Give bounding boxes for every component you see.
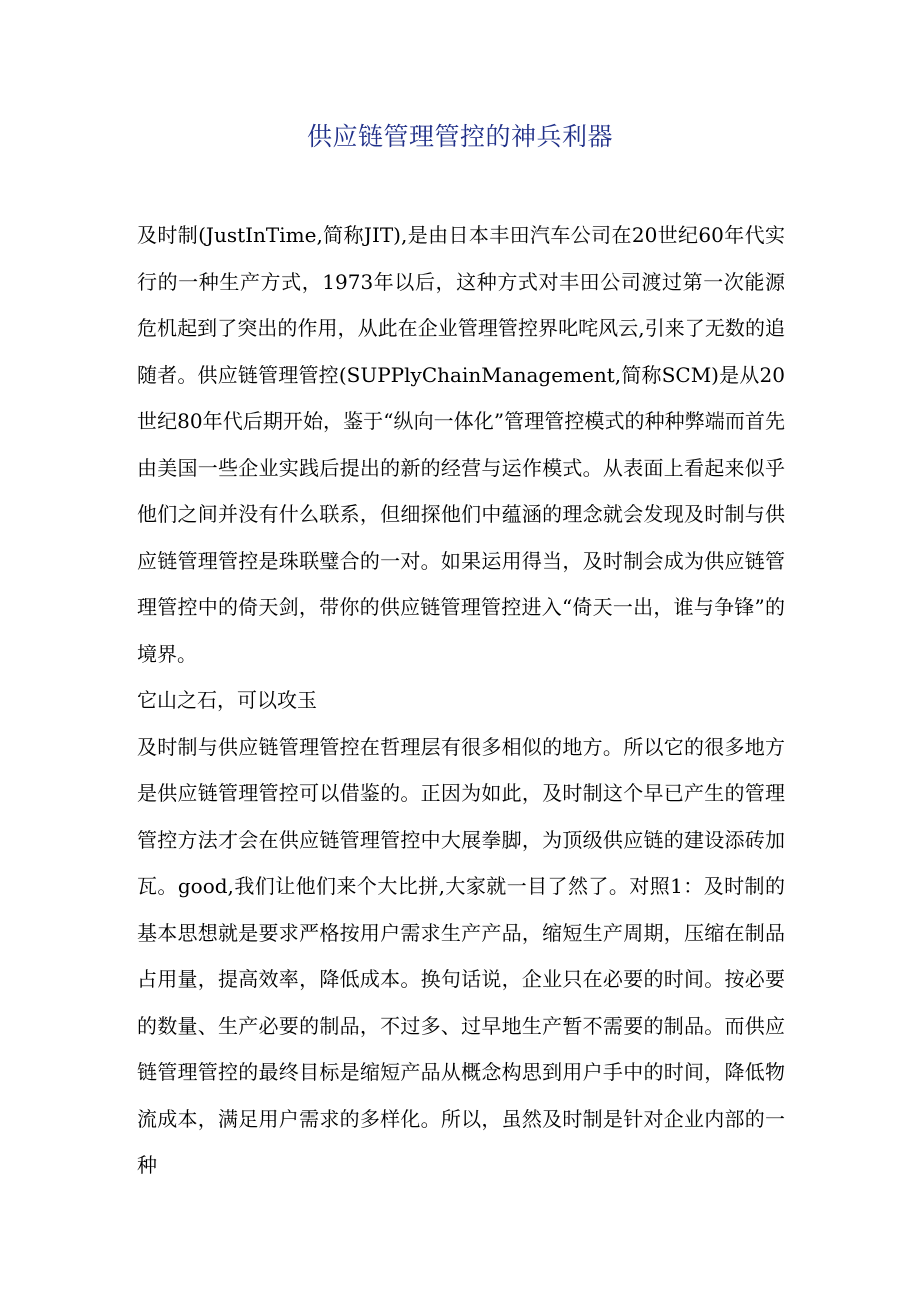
document-title: 供应链管理管控的神兵利器	[306, 122, 613, 151]
section-heading: 它山之石，可以攻玉	[137, 688, 317, 712]
paragraph-intro: 及时制(JustInTime,简称JIT),是由日本丰田汽车公司在20世纪60年代实行的一种生产方式，1973年以后，这种方式对丰田公司渡过第一次能源危机起到了突出的作用，从此在企业管理管控界叱咤风云,引来了无数的追随者。供应链管理管控(SUPPlyChainManagement,简称SCM)是从20世纪80年代后期开始，鉴于“纵向一体化”管理管控模式的种种弊端而首先由美国一些企业实践后提出的新的经营与运作模式。从表面上看起来似乎他们之间并没有什么联系，但细探他们中蕴涵的理念就会发现及时制与供应链管理管控是珠联璧合的一对。如果运用得当，及时制会成为供应链管理管控中的倚天剑，带你的供应链管理管控进入“倚天一出，谁与争锋”的境界。	[137, 223, 785, 666]
document-body	[137, 212, 785, 1189]
paragraph-comparison: 及时制与供应链管理管控在哲理层有很多相似的地方。所以它的很多地方是供应链管理管控可以借鉴的。正因为如此，及时制这个早已产生的管理管控方法才会在供应链管理管控中大展拳脚，为顶级供应链的建设添砖加瓦。good,我们让他们来个大比拼,大家就一目了然了。对照1：及时制的基本思想就是要求严格按用户需求生产产品，缩短生产周期，压缩在制品占用量，提高效率，降低成本。换句话说，企业只在必要的时间。按必要的数量、生产必要的制品，不过多、过早地生产暂不需要的制品。而供应链管理管控的最终目标是缩短产品从概念构思到用户手中的时间，降低物流成本，满足用户需求的多样化。所以，虽然及时制是针对企业内部的一种	[137, 734, 785, 1177]
